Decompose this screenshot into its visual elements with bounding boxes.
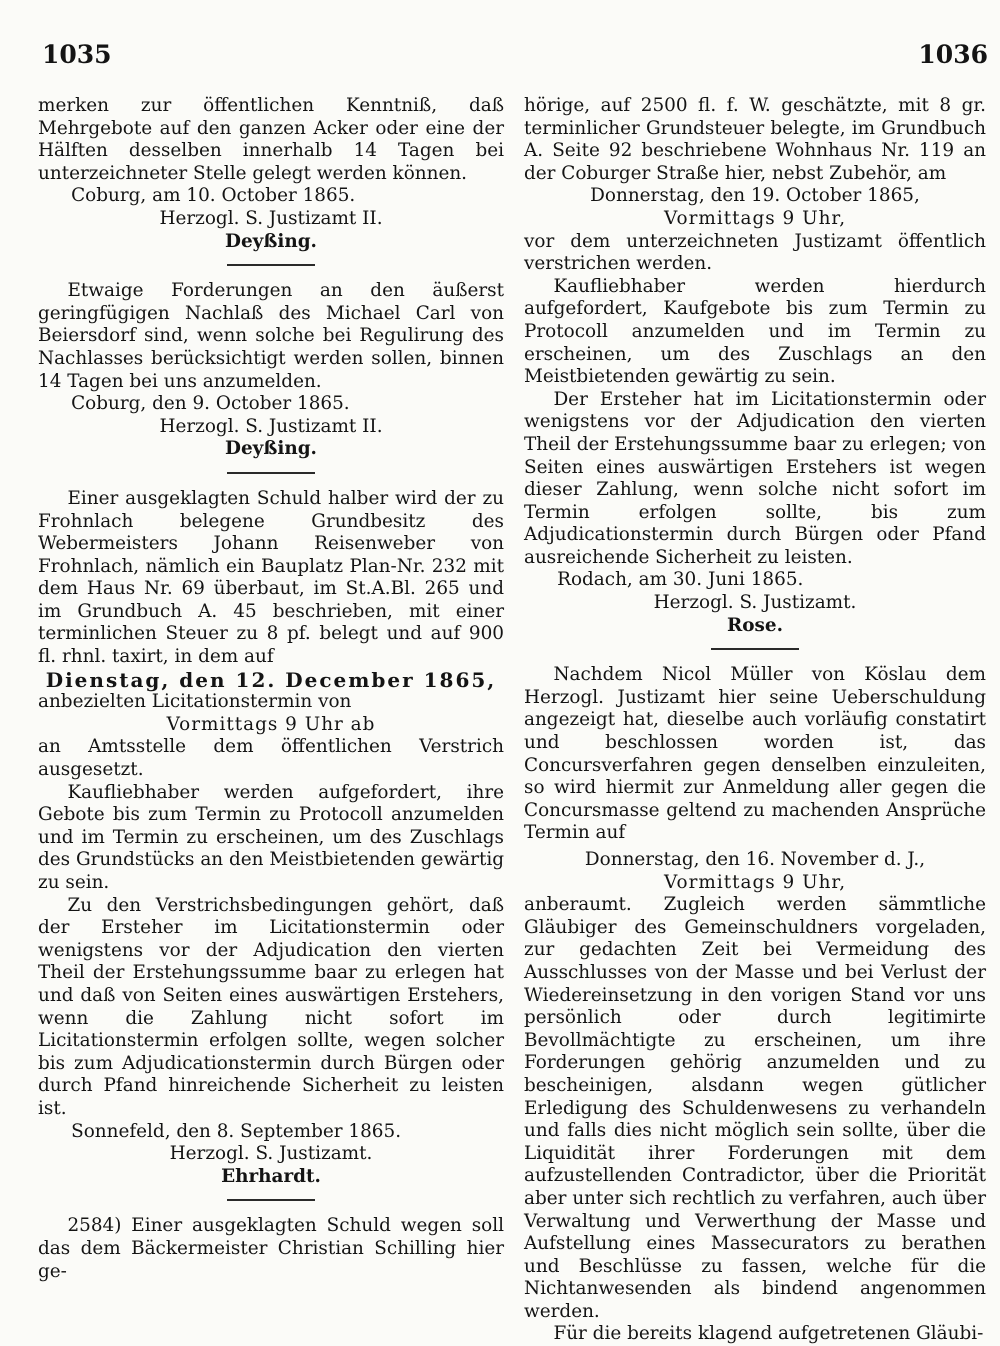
left-column: [38, 95, 504, 1283]
notice-text: Einer ausgeklagten Schuld halber wird der zu Frohnlach belegene Grundbesitz des Webermeisters Johann Reisenweber von Frohnlach, nämlich ein Bauplatz Plan-Nr. 232 mit dem Haus Nr. 69 überbaut, im St.A.Bl. 265 und im Grundbuch A. 45 beschrieben, mit einer terminlichen Steuer zu 8 pf. belegt und auf 900 fl. rhnl. taxirt, in dem auf: [38, 487, 504, 668]
notice-place-date: Coburg, den 9. October 1865.: [71, 393, 350, 415]
notice-paragraph: Der Ersteher hat im Licitationstermin oder wenigstens vor der Adjudication den vierten Theil der Erstehungssumme baar zu erlegen; von Seiten eines auswärtigen Erstehers ist wegen dieser Zahlung, wenn solche nicht sofort im Termin erfolgen sollte, bis zum Adjudicationstermin durch Bürgen oder Pfand ausreichende Sicherheit zu leisten.: [524, 388, 986, 568]
notice-paragraph: Kaufliebhaber werden hierdurch aufgefordert, Kaufgebote bis zum Termin zu Protocoll anzumelden und im Termin zu erscheinen, um des Zuschlags an den Meistbietenden gewärtig zu sein.: [524, 275, 986, 388]
notice-signature: Ehrhardt.: [221, 1165, 321, 1187]
notice-schilling: [38, 1215, 504, 1283]
notice-nachlass: [38, 280, 504, 461]
notice-text: 2584) Einer ausgeklagten Schuld wegen soll das dem Bäckermeister Christian Schilling hier ge-: [38, 1215, 504, 1282]
section-divider: [227, 1199, 315, 1201]
hearing-time: Vormittags 9 Uhr,: [663, 871, 847, 893]
notice-place-date: Sonnefeld, den 8. September 1865.: [71, 1120, 402, 1142]
notice-paragraph: Für die bereits klagend aufgetretenen Gläubi-: [553, 1323, 984, 1345]
notice-authority: Herzogl. S. Justizamt.: [169, 1143, 373, 1165]
notice-line: an Amtsstelle dem öffentlichen Verstrich ausgesetzt.: [38, 736, 504, 781]
notice-text: Etwaige Forderungen an den äußerst geringfügigen Nachlaß des Michael Carl von Beiersdorf sind, wenn solche bei Regulirung des Nachlasses berücksichtigt werden sollen, binnen 14 Tagen bei uns anzumelden.: [38, 280, 504, 392]
section-divider: [227, 264, 315, 266]
notice-place-date: Rodach, am 30. Juni 1865.: [557, 569, 804, 591]
notice-frohnlach: [38, 488, 504, 1188]
notice-text: Nachdem Nicol Müller von Köslau dem Herzogl. Justizamt hier seine Ueberschuldung angezeigt hat, dieselbe auch vorläufig constatirt und beschlossen worden ist, das Concursverfahren gegen denselben einzuleiten, so wird hiermit zur Anmeldung aller gegen die Concursmasse geltend zu machenden Ansprüche Termin auf: [524, 664, 986, 844]
notice-line: vor dem unterzeichneten Justizamt öffentlich verstrichen werden.: [524, 230, 986, 275]
page-number-left: 1035: [42, 40, 112, 69]
auction-time: Vormittags 9 Uhr ab: [166, 713, 376, 735]
notice-signature: Rose.: [726, 614, 783, 636]
auction-date: Donnerstag, den 19. October 1865,: [590, 185, 920, 207]
notice-concurs: [524, 664, 986, 1346]
notice-text: merken zur öffentlichen Kenntniß, daß Mehrgebote auf den ganzen Acker oder eine der Hälften desselben innerhalb 14 Tagen bei unterzeichneter Stelle gelegt werden können.: [38, 95, 504, 184]
hearing-date: Donnerstag, den 16. November d. J.,: [584, 849, 926, 870]
notice-line: anbezielten Licitationstermin von: [38, 691, 352, 713]
right-column: [524, 95, 986, 1346]
notice-signature: Deyßing.: [225, 438, 317, 460]
notice-authority: Herzogl. S. Justizamt II.: [159, 207, 383, 229]
notice-text: hörige, auf 2500 fl. f. W. geschätzte, mit 8 gr. terminlicher Grundsteuer belegte, im Grundbuch A. Seite 92 beschriebene Wohnhaus Nr. 119 an der Coburger Straße hier, nebst Zubehör, am: [524, 95, 986, 184]
notice-paragraph: Kaufliebhaber werden aufgefordert, ihre Gebote bis zum Termin zu Protocoll anzumelden und im Termin zu erscheinen, um des Zuschlags des Grundstücks an den Meistbietenden gewärtig zu sein.: [38, 781, 504, 893]
section-divider: [711, 648, 799, 650]
section-divider: [227, 472, 315, 474]
notice-schilling-continued: [524, 95, 986, 637]
notice-place-date: Coburg, am 10. October 1865.: [71, 185, 356, 207]
notice-authority: Herzogl. S. Justizamt II.: [159, 415, 383, 437]
notice-signature: Deyßing.: [225, 230, 317, 252]
notice-authority: Herzogl. S. Justizamt.: [653, 592, 857, 614]
notice-acker: [38, 95, 504, 253]
notice-paragraph: anberaumt. Zugleich werden sämmtliche Gläubiger des Gemeinschuldners vorgeladen, zur gedachten Zeit bei Vermeidung des Ausschlusses von der Masse und bei Verlust der Wiedereinsetzung in den vorigen Stand vor uns persönlich oder durch legitimirte Bevollmächtigte zu erscheinen, um ihre Forderungen gehörig anzumelden und zu bescheinigen, alsdann wegen gütlicher Erledigung des Schuldenwesens zu verhandeln und falls dies nicht möglich sein sollte, über die Liquidität ihrer Forderungen mit dem aufzustellenden Contradictor, über die Priorität aber unter sich rechtlich zu verfahren, auch über Verwaltung und Verwerthung der Masse und Aufstellung eines Massecurators zu berathen und Beschlüsse zu fassen, welche für die Nichtanwesenden als bindend angenommen werden.: [524, 894, 986, 1322]
auction-date: Dienstag, den 12. December 1865,: [45, 667, 497, 692]
auction-time: Vormittags 9 Uhr,: [663, 207, 847, 229]
notice-paragraph: Zu den Verstrichsbedingungen gehört, daß der Ersteher im Licitationstermin oder wenigstens vor der Adjudication den vierten Theil der Erstehungssumme baar zu erlegen hat und daß von Seiten eines auswärtigen Erstehers, wenn die Zahlung nicht sofort im Licitationstermin erfolgen sollte, wegen solcher bis zum Adjudicationstermin durch Bürgen oder durch Pfand hinreichende Sicherheit zu leisten ist.: [38, 894, 504, 1119]
page-number-right: 1036: [918, 40, 988, 69]
